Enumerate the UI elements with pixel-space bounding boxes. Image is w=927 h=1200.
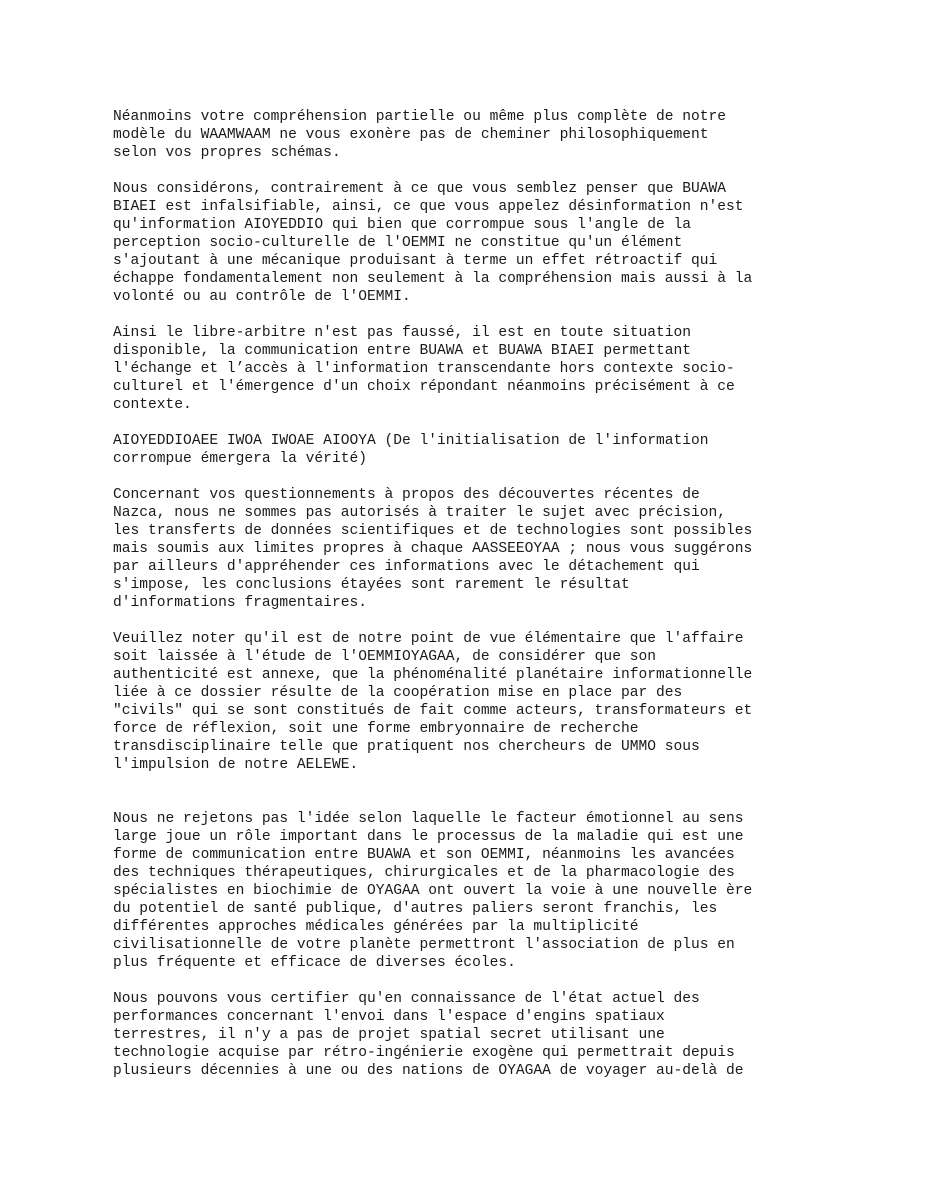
paragraph-5: Concernant vos questionnements à propos des découvertes récentes de Nazca, nous ne sommes pas autorisés à traiter le sujet avec précision, les transferts de données scientifiques et de technologies sont possibles mais soumis aux limites propres à chaque AASSEEOYAA ; nous vous suggérons par ailleurs d'appréhender ces informations avec le détachement qui s'impose, les conclusions étayées sont rarement le résultat d'informations fragmentaires. — [113, 487, 753, 611]
paragraph-3: Ainsi le libre-arbitre n'est pas faussé, il est en toute situation disponible, la communication entre BUAWA et BUAWA BIAEI permettant l'échange et l’accès à l'information transcendante hors contexte socio- culturel et l'émergence d'un choix répondant néanmoins précisément à ce contexte. — [113, 325, 735, 413]
paragraph-6: Veuillez noter qu'il est de notre point de vue élémentaire que l'affaire soit laissée à l'étude de l'OEMMIOYAGAA, de considérer que son authenticité est annexe, que la phénoménalité planétaire informationnelle liée à ce dossier résulte de la coopération mise en place par des "civils" qui se sont constitués de fait comme acteurs, transformateurs et force de réflexion, soit une forme embryonnaire de recherche transdisciplinaire telle que pratiquent nos chercheurs de UMMO sous l'impulsion de notre AELEWE. — [113, 631, 753, 773]
paragraph-7: Nous ne rejetons pas l'idée selon laquelle le facteur émotionnel au sens large joue un rôle important dans le processus de la maladie qui est une forme de communication entre BUAWA et son OEMMI, néanmoins les avancées des techniques thérapeutiques, chirurgicales et de la pharmacologie des spécialistes en biochimie de OYAGAA ont ouvert la voie à une nouvelle ère du potentiel de santé publique, d'autres paliers seront franchis, les différentes approches médicales générées par la multiplicité civilisationnelle de votre planète permettront l'association de plus en plus fréquente et efficace de diverses écoles. — [113, 811, 753, 971]
paragraph-4: AIOYEDDIOAEE IWOA IWOAE AIOOYA (De l'initialisation de l'information corrompue émergera la vérité) — [113, 433, 709, 467]
paragraph-8: Nous pouvons vous certifier qu'en connaissance de l'état actuel des performances concernant l'envoi dans l'espace d'engins spatiaux terrestres, il n'y a pas de projet spatial secret utilisant une technologie acquise par rétro-ingénierie exogène qui permettrait depuis plusieurs décennies à une ou des nations de OYAGAA de voyager au-delà de — [113, 991, 744, 1079]
document-body — [113, 108, 823, 1098]
paragraph-2: Nous considérons, contrairement à ce que vous semblez penser que BUAWA BIAEI est infalsifiable, ainsi, ce que vous appelez désinformation n'est qu'information AIOYEDDIO qui bien que corrompue sous l'angle de la perception socio-culturelle de l'OEMMI ne constitue qu'un élément s'ajoutant à une mécanique produisant à terme un effet rétroactif qui échappe fondamentalement non seulement à la compréhension mais aussi à la volonté ou au contrôle de l'OEMMI. — [113, 181, 753, 305]
paragraph-1: Néanmoins votre compréhension partielle ou même plus complète de notre modèle du WAAMWAAM ne vous exonère pas de cheminer philosophiquement selon vos propres schémas. — [113, 109, 727, 161]
